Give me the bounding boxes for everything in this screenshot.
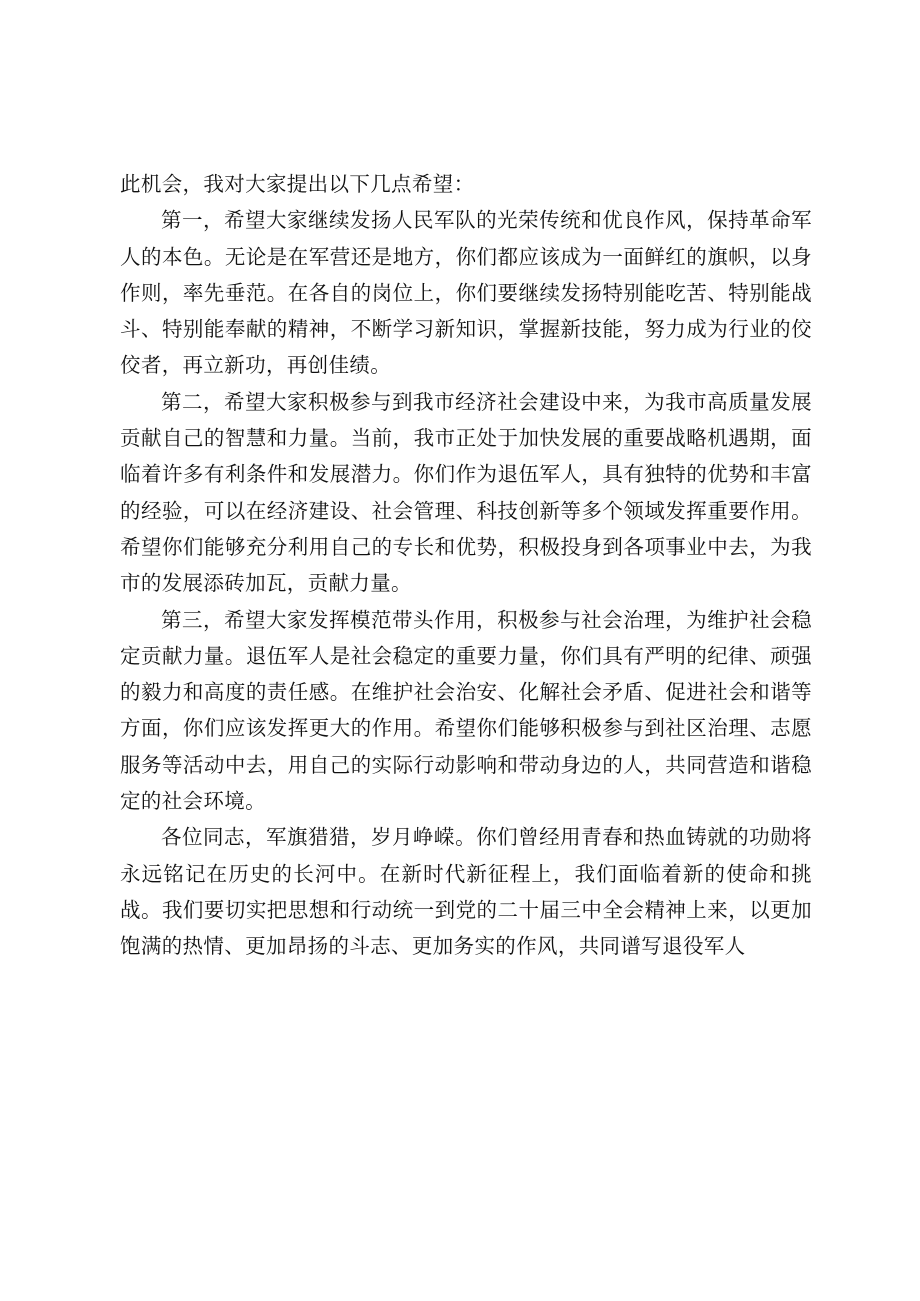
paragraph-closing: 各位同志，军旗猎猎，岁月峥嵘。你们曾经用青春和热血铸就的功勋将永远铭记在历史的长河中。在新时代新征程上，我们面临着新的使命和挑战。我们要切实把思想和行动统一到党的二十届三中全会精神上来，以更加饱满的热情、更加昂扬的斗志、更加务实的作风，共同谱写退役军人 <box>120 825 812 959</box>
paragraph-point-one: 第一，希望大家继续发扬人民军队的光荣传统和优良作风，保持革命军人的本色。无论是在军营还是地方，你们都应该成为一面鲜红的旗帜，以身作则，率先垂范。在各自的岗位上，你们要继续发扬特别能吃苦、特别能战斗、特别能奉献的精神，不断学习新知识，掌握新技能，努力成为行业的佼佼者，再立新功，再创佳绩。 <box>120 208 812 378</box>
document-body <box>120 166 812 965</box>
paragraph-intro: 此机会，我对大家提出以下几点希望： <box>120 172 475 196</box>
paragraph-point-three: 第三，希望大家发挥模范带头作用，积极参与社会治理，为维护社会稳定贡献力量。退伍军人是社会稳定的重要力量，你们具有严明的纪律、顽强的毅力和高度的责任感。在维护社会治安、化解社会矛盾、促进社会和谐等方面，你们应该发挥更大的作用。希望你们能够积极参与到社区治理、志愿服务等活动中去，用自己的实际行动影响和带动身边的人，共同营造和谐稳定的社会环境。 <box>120 607 812 814</box>
paragraph-point-two: 第二，希望大家积极参与到我市经济社会建设中来，为我市高质量发展贡献自己的智慧和力量。当前，我市正处于加快发展的重要战略机遇期，面临着许多有利条件和发展潜力。你们作为退伍军人，具有独特的优势和丰富的经验，可以在经济建设、社会管理、科技创新等多个领域发挥重要作用。希望你们能够充分利用自己的专长和优势，积极投身到各项事业中去，为我市的发展添砖加瓦，贡献力量。 <box>120 389 812 596</box>
